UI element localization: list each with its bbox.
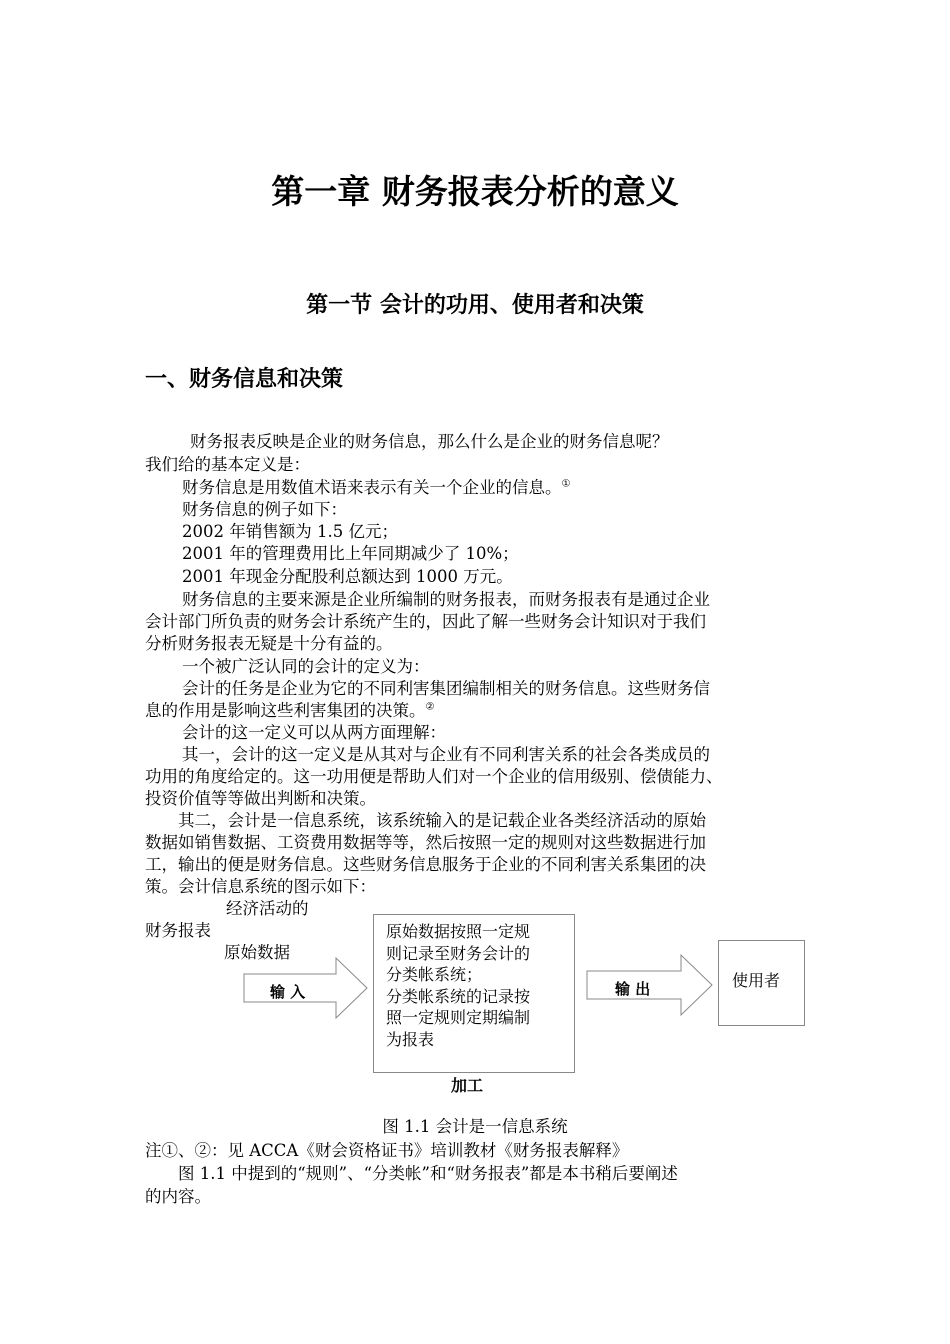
process-caption: 加工 bbox=[451, 1076, 484, 1095]
footnote: 注①、②：见 ACCA《财会资格证书》培训教材《财务报表解释》 bbox=[145, 1141, 629, 1160]
user-box bbox=[718, 940, 805, 1026]
paragraph-line: 分析财务报表无疑是十分有益的。 bbox=[145, 634, 393, 653]
label-financial-statements: 财务报表 bbox=[145, 921, 211, 940]
paragraph-line: 财务信息是用数值术语来表示有关一个企业的信息。① bbox=[182, 478, 571, 497]
process-line: 为报表 bbox=[386, 1029, 435, 1049]
footnote-marker: ② bbox=[425, 701, 435, 713]
paragraph-line: 会计部门所负责的财务会计系统产生的，因此了解一些财务会计知识对于我们 bbox=[145, 612, 706, 631]
process-line: 分类帐系统的记录按 bbox=[386, 986, 531, 1006]
paragraph-line: 策。会计信息系统的图示如下： bbox=[145, 877, 376, 896]
paragraph-line: 投资价值等等做出判断和决策。 bbox=[145, 789, 376, 808]
process-line: 分类帐系统； bbox=[386, 965, 483, 984]
paragraph-line: 的内容。 bbox=[145, 1187, 211, 1206]
paragraph-line: 会计的这一定义可以从两方面理解： bbox=[182, 723, 446, 742]
paragraph-line: 会计的任务是企业为它的不同利害集团编制相关的财务信息。这些财务信 bbox=[182, 679, 710, 698]
section-title: 第一节 会计的功用、使用者和决策 bbox=[306, 293, 644, 318]
input-arrow-icon bbox=[243, 956, 369, 1020]
paragraph-line: 功用的角度给定的。这一功用便是帮助人们对一个企业的信用级别、偿债能力、 bbox=[145, 767, 723, 786]
paragraph-line: 其一，会计的这一定义是从其对与企业有不同利害关系的社会各类成员的 bbox=[182, 745, 710, 764]
process-box bbox=[373, 914, 575, 1073]
paragraph-line: 我们给的基本定义是： bbox=[145, 455, 310, 474]
paragraph-line: 工，输出的便是财务信息。这些财务信息服务于企业的不同利害关系集团的决 bbox=[145, 855, 706, 874]
process-line: 照一定规则定期编制 bbox=[386, 1008, 531, 1027]
paragraph-line: 财务信息的主要来源是企业所编制的财务报表，而财务报表有是通过企业 bbox=[182, 590, 710, 609]
paragraph-line: 2002 年销售额为 1.5 亿元； bbox=[182, 522, 398, 541]
label-raw-data: 原始数据 bbox=[224, 943, 290, 962]
process-line: 原始数据按照一定规 bbox=[386, 922, 531, 941]
input-label: 输 入 bbox=[270, 983, 306, 1001]
subsection-heading: 一、财务信息和决策 bbox=[145, 367, 344, 392]
figure-caption: 图 1.1 会计是一信息系统 bbox=[382, 1117, 568, 1136]
footnote-marker: ① bbox=[561, 478, 571, 490]
label-economic-activity: 经济活动的 bbox=[226, 899, 309, 918]
user-label: 使用者 bbox=[732, 971, 781, 990]
paragraph-line: 图 1.1 中提到的“规则”、“分类帐”和“财务报表”都是本书稍后要阐述 bbox=[178, 1164, 678, 1183]
paragraph-line: 其二，会计是一信息系统，该系统输入的是记载企业各类经济活动的原始 bbox=[178, 811, 706, 830]
paragraph-line: 数据如销售数据、工资费用数据等等，然后按照一定的规则对这些数据进行加 bbox=[145, 833, 706, 852]
paragraph-line: 一个被广泛认同的会计的定义为： bbox=[182, 657, 430, 676]
paragraph-line: 息的作用是影响这些利害集团的决策。② bbox=[145, 701, 435, 720]
paragraph-line: 2001 年现金分配股利总额达到 1000 万元。 bbox=[182, 567, 513, 586]
paragraph-line: 财务报表反映是企业的财务信息，那么什么是企业的财务信息呢？ bbox=[190, 432, 669, 451]
output-label: 输 出 bbox=[615, 980, 651, 998]
paragraph-line: 2001 年的管理费用比上年同期减少了 10%； bbox=[182, 544, 519, 563]
paragraph-line: 财务信息的例子如下： bbox=[182, 500, 347, 519]
process-line: 则记录至财务会计的 bbox=[386, 943, 531, 963]
chapter-title: 第一章 财务报表分析的意义 bbox=[271, 172, 679, 211]
